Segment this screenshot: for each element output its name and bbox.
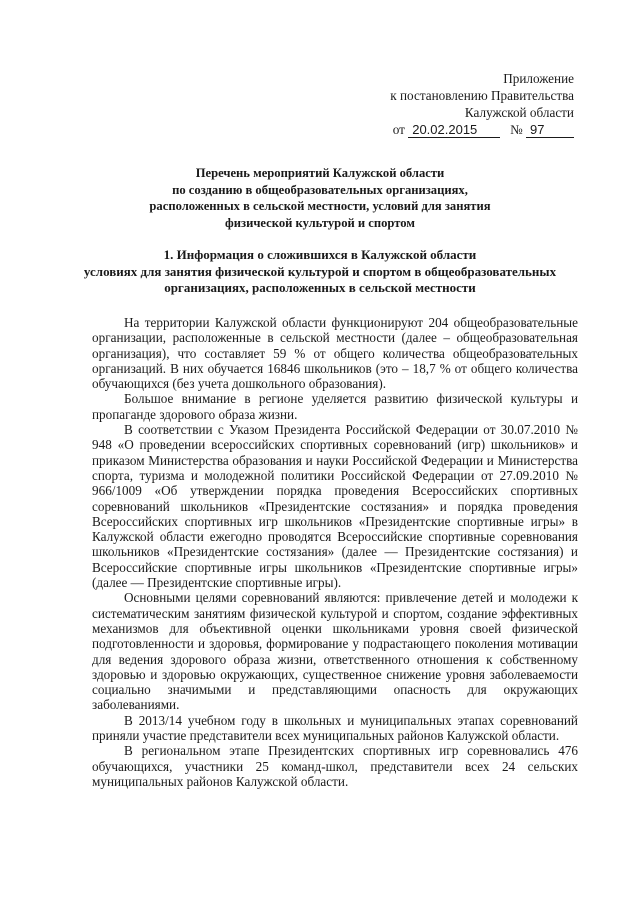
title-line: физической культурой и спортом <box>225 215 415 230</box>
appendix-header <box>390 70 574 138</box>
appendix-date: 20.02.2015 <box>408 122 500 138</box>
paragraph: В соответствии с Указом Президента Российской Федерации от 30.07.2010 № 948 «О проведении всероссийских спортивных соревнований (игр) школьников» и приказом Министерства образования и науки Российской Федерации и Министерства спорта, туризма и молодежной политики Российской Федерации от 27.09.2010 № 966/1009 «Об утверждении порядка проведения Всероссийских спортивных соревнований школьников «Президентские состязания» и порядка проведения Всероссийских спортивных игр школьников «Президентские спортивные игры» в Калужской области ежегодно проводятся Всероссийские спортивные соревнования школьников «Президентские состязания» (далее — Президентские состязания) и Всероссийские спортивные игры школьников «Президентские спортивные игры» (далее — Президентские спортивные игры). <box>92 422 578 591</box>
paragraph: Большое внимание в регионе уделяется развитию физической культуры и пропаганде здорового образа жизни. <box>92 391 578 422</box>
title-line: расположенных в сельской местности, условий для занятия <box>149 199 491 213</box>
section-heading <box>40 247 600 297</box>
document-title <box>0 165 640 231</box>
paragraph: В 2013/14 учебном году в школьных и муниципальных этапах соревнований приняли участие представители всех муниципальных районов Калужской области. <box>92 712 578 744</box>
appendix-label: Приложение <box>503 71 574 86</box>
appendix-resolution-ref: к постановлению Правительства <box>390 88 574 103</box>
section-heading-line: условиях для занятия физической культурой и спортом в общеобразовательных <box>83 263 557 279</box>
paragraph: На территории Калужской области функционируют 204 общеобразовательные организации, расположенные в сельской местности (далее – общеобразовательная организация), что составляет 59 % от общего количества общеобразовательных организаций. В них обучается 16846 школьников (это – 18,7 % от общего количества обучающихся (без учета дошкольного образования). <box>92 315 578 392</box>
appendix-number: 97 <box>526 122 574 138</box>
paragraph: В региональном этапе Президентских спортивных игр соревновались 476 обучающихся, участники 25 команд-школ, представители всех 24 сельских муниципальных районов Калужской области. <box>92 743 578 789</box>
paragraph: Основными целями соревнований являются: привлечение детей и молодежи к систематическим занятиям физической культурой и спортом, создание эффективных механизмов для объективной оценки школьниками уровня своей физической подготовленности и здоровья, формирование у подрастающего поколения мотивации для ведения здорового образа жизни, ответственного отношения к собственному здоровью и здоровью окружающих, существенное снижение уровня заболеваемости социально значимыми и представляющими опасность для окружающих заболеваниями. <box>92 590 578 713</box>
appendix-region: Калужской области <box>464 105 574 120</box>
number-label: № <box>510 122 523 137</box>
from-label: от <box>392 122 405 137</box>
title-line: по созданию в общеобразовательных организациях, <box>172 182 468 197</box>
section-heading-line: организациях, расположенных в сельской местности <box>164 280 476 295</box>
appendix-date-number <box>390 121 574 138</box>
title-line: Перечень мероприятий Калужской области <box>195 166 445 180</box>
document-body <box>92 315 578 789</box>
section-heading-line: 1. Информация о сложившихся в Калужской области <box>163 247 477 262</box>
